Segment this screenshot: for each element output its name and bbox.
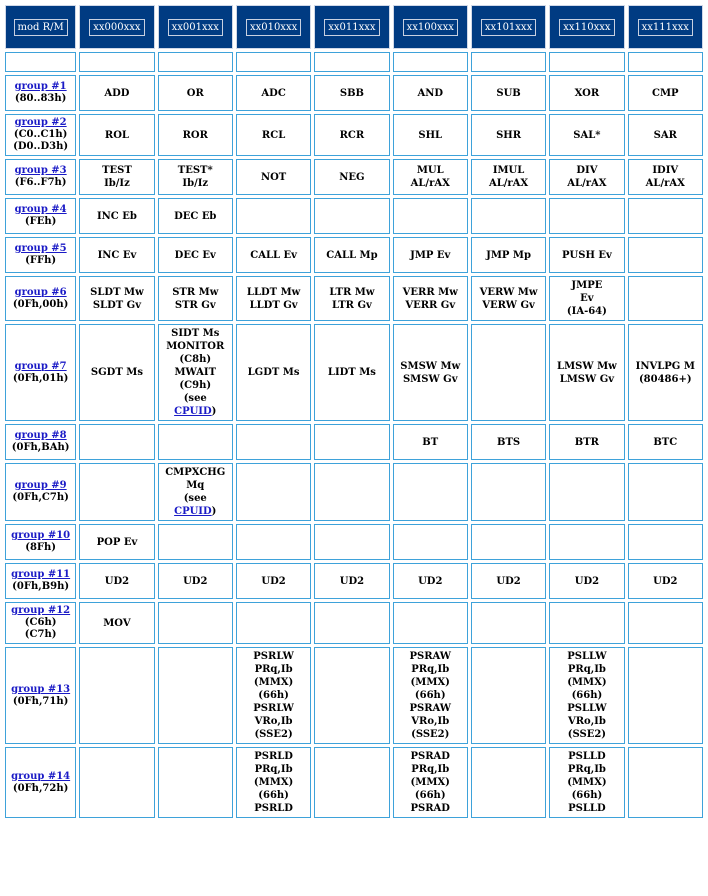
- empty-cell: [393, 198, 468, 234]
- instruction-cell: JMP Ev: [393, 237, 468, 273]
- group-link[interactable]: group #14: [11, 770, 71, 782]
- instruction-cell: SUB: [471, 75, 546, 111]
- instruction-cell: VERW Mw VERW Gv: [471, 276, 546, 321]
- instruction-cell: POP Ev: [79, 524, 154, 560]
- group-cell: [5, 463, 76, 521]
- header-col: [549, 5, 624, 49]
- opcode-range: (0Fh,00h): [12, 298, 69, 310]
- instruction-cell: UD2: [236, 563, 311, 599]
- instruction-cell: INC Eb: [79, 198, 154, 234]
- group-cell: [5, 647, 76, 744]
- instruction-cell: UD2: [158, 563, 233, 599]
- opcode-group-table: [2, 2, 706, 821]
- empty-cell: [549, 524, 624, 560]
- instruction-cell: TEST* Ib/Iz: [158, 159, 233, 195]
- group-link[interactable]: group #1: [14, 81, 67, 92]
- table-body: [5, 52, 703, 818]
- opcode-range: (0Fh,BAh): [11, 442, 70, 453]
- header-label: xx001xxx: [168, 19, 223, 36]
- instruction-cell: SHR: [471, 114, 546, 156]
- instruction-cell: UD2: [393, 563, 468, 599]
- instruction-cell: PSLLD PRq,Ib (MMX) (66h) PSLLD: [549, 747, 624, 818]
- header-mod-rm: [5, 5, 76, 49]
- instruction-cell: UD2: [628, 563, 703, 599]
- group-cell: [5, 159, 76, 195]
- empty-cell: [79, 424, 154, 460]
- opcode-range: (0Fh,B9h): [12, 581, 70, 592]
- empty-cell: [236, 463, 311, 521]
- header-col: [314, 5, 389, 49]
- instruction-cell: UD2: [314, 563, 389, 599]
- group-cell: [5, 75, 76, 111]
- header-label: xx011xxx: [324, 19, 379, 36]
- instruction-cell: SLDT Mw SLDT Gv: [79, 276, 154, 321]
- instruction-cell: BTS: [471, 424, 546, 460]
- instruction-cell: UD2: [79, 563, 154, 599]
- header-label: xx110xxx: [559, 19, 614, 36]
- empty-cell: [314, 647, 389, 744]
- cpuid-link[interactable]: CPUID: [174, 406, 212, 417]
- instruction-cell: LLDT Mw LLDT Gv: [236, 276, 311, 321]
- empty-cell: [314, 524, 389, 560]
- empty-cell: [628, 602, 703, 644]
- instruction-cell: AND: [393, 75, 468, 111]
- instruction-cell: SBB: [314, 75, 389, 111]
- instruction-cell: NEG: [314, 159, 389, 195]
- header-row: [5, 5, 703, 49]
- empty-cell: [471, 324, 546, 421]
- empty-cell: [471, 198, 546, 234]
- group-link[interactable]: group #8: [14, 430, 67, 441]
- empty-cell: [158, 52, 233, 72]
- empty-cell: [79, 52, 154, 72]
- opcode-range: (8Fh): [25, 542, 57, 553]
- instruction-cell: RCR: [314, 114, 389, 156]
- instruction-cell: RCL: [236, 114, 311, 156]
- empty-cell: [236, 52, 311, 72]
- instruction-cell: SHL: [393, 114, 468, 156]
- instruction-cell: CALL Ev: [236, 237, 311, 273]
- empty-cell: [79, 747, 154, 818]
- group-cell: [5, 198, 76, 234]
- instruction-cell: PSRAD PRq,Ib (MMX) (66h) PSRAD: [393, 747, 468, 818]
- empty-cell: [314, 52, 389, 72]
- header-label: xx100xxx: [403, 19, 458, 36]
- instruction-cell: BTC: [628, 424, 703, 460]
- header-col: [79, 5, 154, 49]
- table-row: [5, 276, 703, 321]
- empty-cell: [79, 647, 154, 744]
- group-cell: [5, 424, 76, 460]
- table-row: [5, 424, 703, 460]
- group-link[interactable]: group #2: [14, 117, 67, 128]
- instruction-cell: DEC Eb: [158, 198, 233, 234]
- empty-cell: [393, 524, 468, 560]
- header-label: xx111xxx: [638, 19, 693, 36]
- empty-cell: [549, 602, 624, 644]
- group-link[interactable]: group #11: [11, 569, 71, 580]
- instruction-cell: SIDT Ms MONITOR (C8h) MWAIT (C9h) (see CPUID): [158, 324, 233, 421]
- empty-cell: [158, 424, 233, 460]
- opcode-range: (0Fh,01h): [12, 372, 69, 384]
- instruction-cell: PUSH Ev: [549, 237, 624, 273]
- empty-cell: [628, 524, 703, 560]
- instruction-cell: LIDT Ms: [314, 324, 389, 421]
- cpuid-link[interactable]: CPUID: [174, 506, 212, 517]
- group-cell: [5, 747, 76, 818]
- table-row: [5, 159, 703, 195]
- instruction-cell: IDIV AL/rAX: [628, 159, 703, 195]
- group-cell: [5, 276, 76, 321]
- empty-cell: [236, 424, 311, 460]
- instruction-cell: PSRLD PRq,Ib (MMX) (66h) PSRLD: [236, 747, 311, 818]
- empty-cell: [628, 463, 703, 521]
- empty-cell: [549, 52, 624, 72]
- empty-cell: [158, 602, 233, 644]
- instruction-cell: SMSW Mw SMSW Gv: [393, 324, 468, 421]
- empty-cell: [471, 747, 546, 818]
- instruction-cell: CMP: [628, 75, 703, 111]
- instruction-cell: STR Mw STR Gv: [158, 276, 233, 321]
- empty-cell: [393, 463, 468, 521]
- header-col: [393, 5, 468, 49]
- group-link[interactable]: group #6: [14, 286, 67, 298]
- empty-cell: [549, 463, 624, 521]
- instruction-cell: MUL AL/rAX: [393, 159, 468, 195]
- instruction-cell: LTR Mw LTR Gv: [314, 276, 389, 321]
- instruction-cell: CMPXCHG Mq (see CPUID): [158, 463, 233, 521]
- instruction-cell: MOV: [79, 602, 154, 644]
- opcode-range: (0Fh,C7h): [12, 492, 69, 503]
- empty-cell: [236, 198, 311, 234]
- empty-cell: [628, 237, 703, 273]
- empty-cell: [628, 198, 703, 234]
- header-label: xx010xxx: [246, 19, 301, 36]
- opcode-range: (FFh): [25, 255, 57, 266]
- header-col: [236, 5, 311, 49]
- instruction-cell: SGDT Ms: [79, 324, 154, 421]
- header-col: [628, 5, 703, 49]
- empty-cell: [314, 463, 389, 521]
- instruction-cell: PSRLW PRq,Ib (MMX) (66h) PSRLW VRo,Ib (SSE2): [236, 647, 311, 744]
- group-cell: [5, 237, 76, 273]
- empty-cell: [628, 52, 703, 72]
- empty-cell: [5, 52, 76, 72]
- instruction-cell: LGDT Ms: [236, 324, 311, 421]
- empty-cell: [628, 276, 703, 321]
- group-link[interactable]: group #10: [11, 530, 71, 541]
- instruction-cell: NOT: [236, 159, 311, 195]
- table-row: [5, 563, 703, 599]
- header-col: [471, 5, 546, 49]
- opcode-range: (80..83h): [14, 93, 67, 104]
- instruction-cell: UD2: [549, 563, 624, 599]
- instruction-cell: VERR Mw VERR Gv: [393, 276, 468, 321]
- instruction-cell: XOR: [549, 75, 624, 111]
- group-link[interactable]: group #13: [11, 683, 71, 695]
- instruction-cell: ADD: [79, 75, 154, 111]
- instruction-cell: JMP Mp: [471, 237, 546, 273]
- instruction-cell: ROR: [158, 114, 233, 156]
- empty-cell: [158, 524, 233, 560]
- empty-cell: [158, 747, 233, 818]
- group-cell: [5, 114, 76, 156]
- instruction-cell: OR: [158, 75, 233, 111]
- group-cell: [5, 563, 76, 599]
- group-link[interactable]: group #12: [11, 605, 71, 616]
- table-row: [5, 647, 703, 744]
- instruction-cell: ADC: [236, 75, 311, 111]
- instruction-cell: IMUL AL/rAX: [471, 159, 546, 195]
- opcode-range: (0Fh,72h): [12, 782, 69, 794]
- instruction-cell: INVLPG M (80486+): [628, 324, 703, 421]
- empty-cell: [79, 463, 154, 521]
- empty-cell: [314, 747, 389, 818]
- header-label: xx000xxx: [89, 19, 144, 36]
- group-link[interactable]: group #3: [14, 165, 67, 176]
- table-row: [5, 524, 703, 560]
- empty-cell: [236, 524, 311, 560]
- empty-cell: [471, 524, 546, 560]
- instruction-cell: PSLLW PRq,Ib (MMX) (66h) PSLLW VRo,Ib (SSE2): [549, 647, 624, 744]
- instruction-cell: SAR: [628, 114, 703, 156]
- table-row: [5, 114, 703, 156]
- empty-cell: [314, 198, 389, 234]
- empty-cell: [158, 647, 233, 744]
- group-link[interactable]: group #5: [14, 243, 67, 254]
- instruction-cell: BT: [393, 424, 468, 460]
- instruction-cell: TEST Ib/Iz: [79, 159, 154, 195]
- instruction-cell: DEC Ev: [158, 237, 233, 273]
- instruction-cell: CALL Mp: [314, 237, 389, 273]
- instruction-cell: INC Ev: [79, 237, 154, 273]
- instruction-cell: SAL*: [549, 114, 624, 156]
- empty-cell: [314, 424, 389, 460]
- opcode-range: (C0..C1h) (D0..D3h): [13, 129, 69, 152]
- table-row: [5, 198, 703, 234]
- instruction-cell: ROL: [79, 114, 154, 156]
- spacer-row: [5, 52, 703, 72]
- empty-cell: [549, 198, 624, 234]
- instruction-cell: UD2: [471, 563, 546, 599]
- table-row: [5, 602, 703, 644]
- header-label: xx101xxx: [481, 19, 536, 36]
- empty-cell: [471, 647, 546, 744]
- header-col: [158, 5, 233, 49]
- opcode-range: (F6..F7h): [14, 177, 67, 188]
- empty-cell: [471, 52, 546, 72]
- group-cell: [5, 602, 76, 644]
- empty-cell: [628, 747, 703, 818]
- empty-cell: [628, 647, 703, 744]
- group-link[interactable]: group #7: [14, 360, 67, 372]
- instruction-cell: LMSW Mw LMSW Gv: [549, 324, 624, 421]
- header-label: mod R/M: [14, 19, 68, 36]
- empty-cell: [471, 602, 546, 644]
- empty-cell: [314, 602, 389, 644]
- empty-cell: [393, 52, 468, 72]
- table-row: [5, 237, 703, 273]
- group-link[interactable]: group #4: [14, 204, 67, 215]
- opcode-range: (C6h) (C7h): [24, 617, 57, 640]
- table-row: [5, 324, 703, 421]
- instruction-cell: DIV AL/rAX: [549, 159, 624, 195]
- instruction-cell: BTR: [549, 424, 624, 460]
- group-cell: [5, 324, 76, 421]
- table-row: [5, 463, 703, 521]
- empty-cell: [471, 463, 546, 521]
- empty-cell: [393, 602, 468, 644]
- instruction-cell: JMPE Ev (IA-64): [549, 276, 624, 321]
- opcode-range: (0Fh,71h): [12, 695, 69, 707]
- group-cell: [5, 524, 76, 560]
- empty-cell: [236, 602, 311, 644]
- opcode-range: (FEh): [24, 216, 57, 227]
- table-row: [5, 75, 703, 111]
- instruction-cell: PSRAW PRq,Ib (MMX) (66h) PSRAW VRo,Ib (SSE2): [393, 647, 468, 744]
- table-row: [5, 747, 703, 818]
- group-link[interactable]: group #9: [14, 480, 67, 491]
